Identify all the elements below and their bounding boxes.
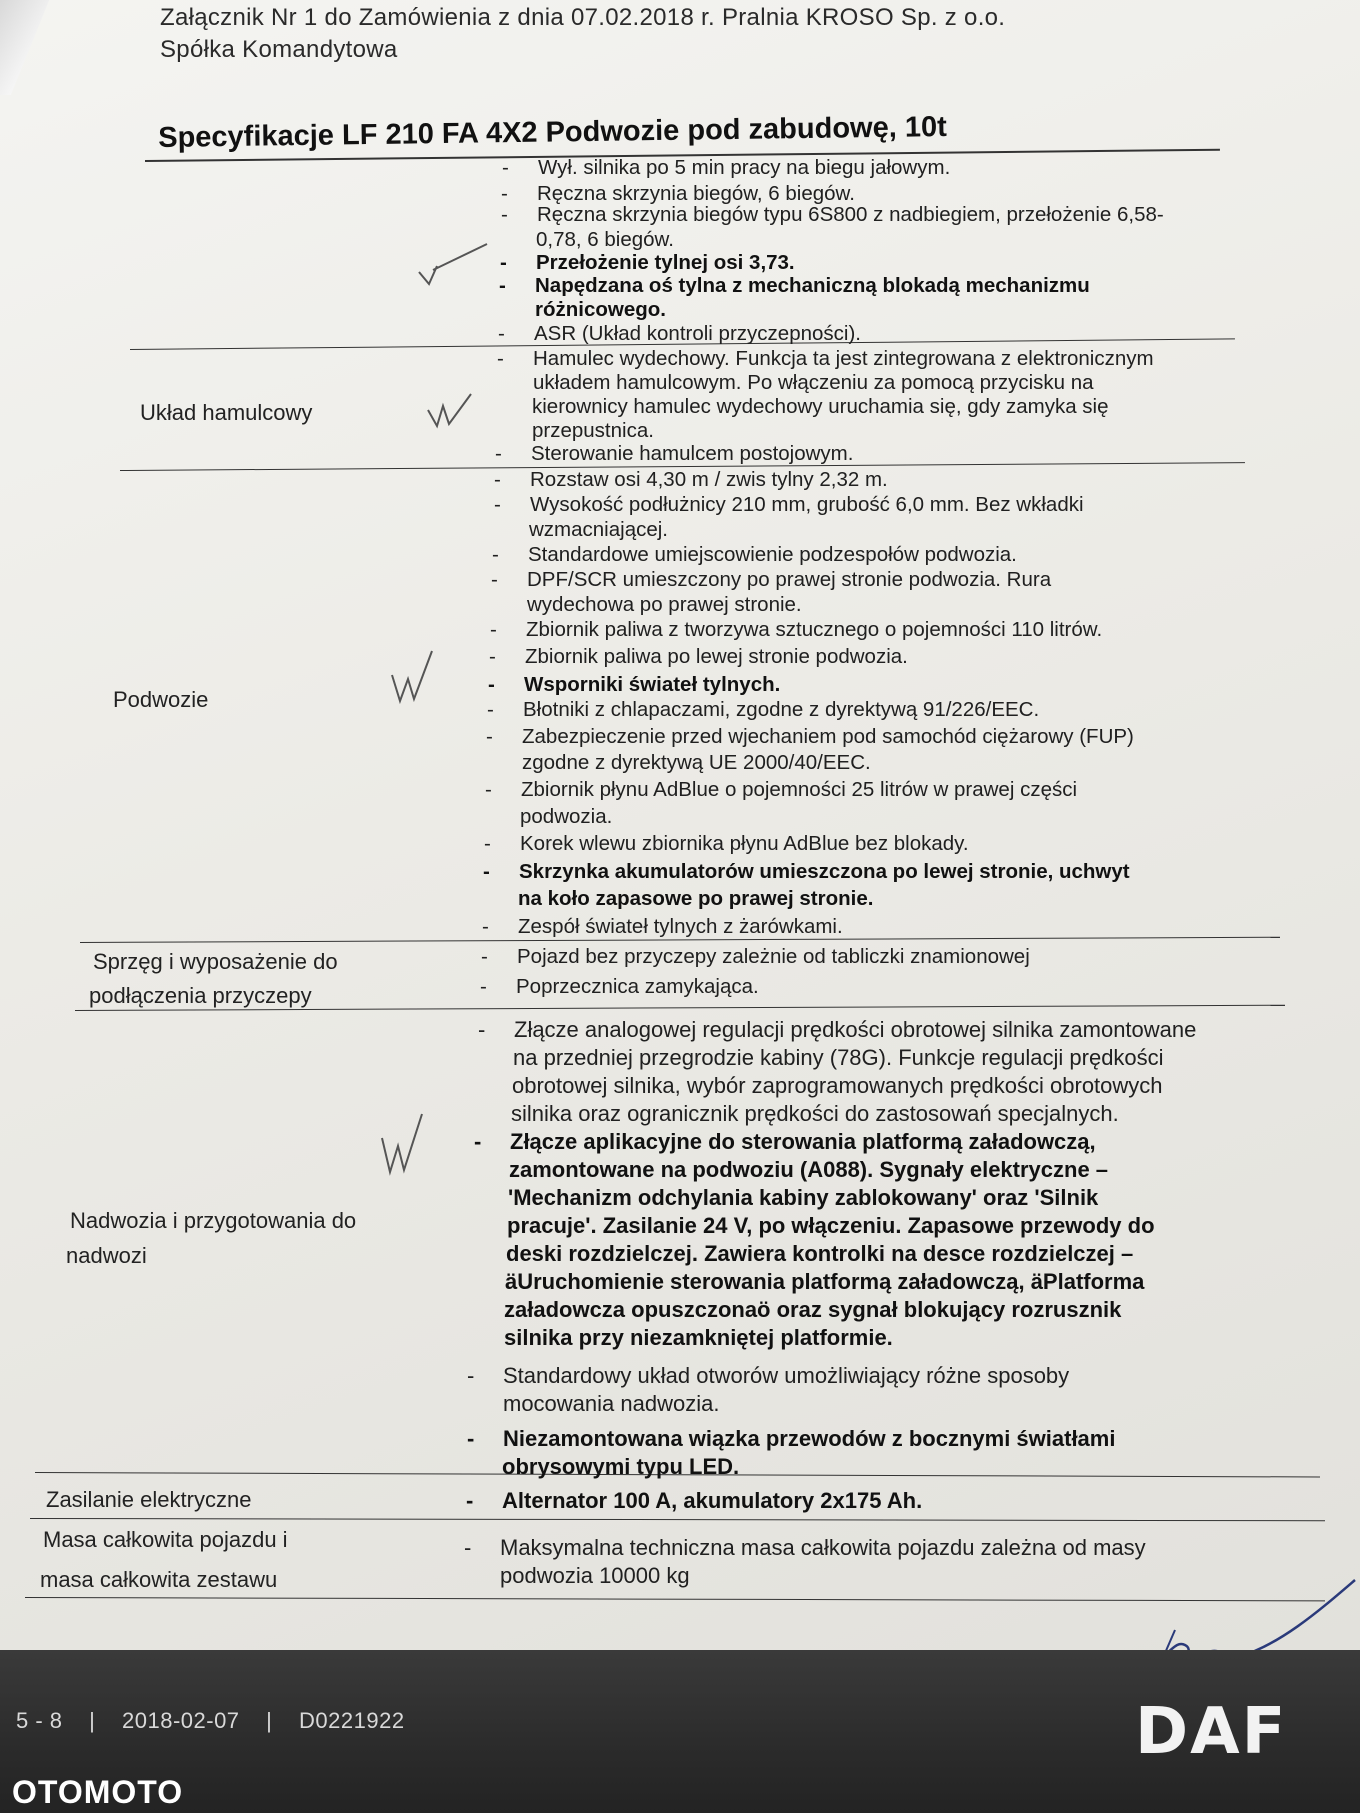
list-item: - Maksymalna techniczna masa całkowita pojazdu zależna od masy bbox=[464, 1535, 1146, 1560]
section-label-mass-2: masa całkowita zestawu bbox=[40, 1567, 278, 1592]
list-item: äUruchomienie sterowania platformą załadowczą, äPlatforma bbox=[505, 1269, 1145, 1294]
list-item: - DPF/SCR umieszczony po prawej stronie podwozia. Rura bbox=[491, 568, 1052, 591]
section-label-chassis: Podwozie bbox=[113, 687, 209, 712]
list-item: różnicowego. bbox=[535, 298, 666, 321]
list-item: - Zbiornik paliwa z tworzywa sztucznego o pojemności 110 litrów. bbox=[490, 618, 1103, 641]
footer-page-number: 5 - 8 bbox=[16, 1708, 63, 1733]
list-item: mocowania nadwozia. bbox=[503, 1391, 720, 1416]
handwritten-check-icon bbox=[415, 240, 490, 290]
list-item: - Wysokość podłużnicy 210 mm, grubość 6,0 mm. Bez wkładki bbox=[494, 493, 1084, 516]
list-item: - Błotniki z chlapaczami, zgodne z dyrektywą 91/226/EEC. bbox=[487, 698, 1040, 721]
section-label-trailer-1: Sprzęg i wyposażenie do bbox=[93, 949, 338, 974]
signature-icon bbox=[1140, 1560, 1360, 1650]
header-line-1: Załącznik Nr 1 do Zamówienia z dnia 07.02.2018 r. Pralnia KROSO Sp. z o.o. bbox=[160, 4, 1006, 31]
list-item: kierownicy hamulec wydechowy uruchamia się, gdy zamyka się bbox=[532, 395, 1109, 418]
divider-mass-top bbox=[30, 1518, 1325, 1521]
handwritten-check-icon bbox=[388, 645, 438, 705]
list-item: - Napędzana oś tylna z mechaniczną blokadą mechanizmu bbox=[499, 274, 1090, 297]
footer-date: 2018-02-07 bbox=[122, 1708, 240, 1733]
list-item: - Hamulec wydechowy. Funkcja ta jest zintegrowana z elektronicznym bbox=[497, 347, 1154, 370]
section-label-brakes: Układ hamulcowy bbox=[140, 400, 313, 425]
list-item: - Skrzynka akumulatorów umieszczona po lewej stronie, uchwyt bbox=[483, 860, 1130, 883]
list-item: - Alternator 100 A, akumulatory 2x175 Ah. bbox=[466, 1488, 923, 1513]
handwritten-check-icon bbox=[378, 1108, 428, 1178]
list-item: na koło zapasowe po prawej stronie. bbox=[518, 887, 874, 910]
list-item: 'Mechanizm odchylania kabiny zablokowany' oraz 'Silnik bbox=[508, 1185, 1099, 1210]
list-item: wzmacniającej. bbox=[529, 518, 668, 541]
list-item: 0,78, 6 biegów. bbox=[536, 228, 674, 251]
section-label-electric: Zasilanie elektryczne bbox=[46, 1487, 252, 1512]
footer-doc-number: D0221922 bbox=[299, 1708, 405, 1733]
list-item: - Wył. silnika po 5 min pracy na biegu jałowym. bbox=[502, 156, 951, 179]
footer-separator: | bbox=[89, 1708, 96, 1733]
section-label-mass-1: Masa całkowita pojazdu i bbox=[43, 1527, 288, 1552]
list-item: silnika przy niezamkniętej platformie. bbox=[504, 1325, 893, 1350]
list-item: zamontowane na podwoziu (A088). Sygnały elektryczne – bbox=[509, 1157, 1109, 1182]
list-item: na przedniej przegrodzie kabiny (78G). Funkcje regulacji prędkości bbox=[513, 1045, 1164, 1070]
list-item: przepustnica. bbox=[532, 419, 654, 442]
list-item: - Zbiornik płynu AdBlue o pojemności 25 litrów w prawej części bbox=[485, 778, 1078, 801]
header-line-2: Spółka Komandytowa bbox=[160, 36, 398, 63]
list-item: układem hamulcowym. Po włączeniu za pomocą przycisku na bbox=[533, 371, 1094, 394]
list-item: podwozia 10000 kg bbox=[500, 1563, 690, 1588]
list-item: - Poprzecznica zamykająca. bbox=[480, 975, 759, 998]
section-label-body-1: Nadwozia i przygotowania do bbox=[70, 1208, 357, 1233]
list-item: - Standardowe umiejscowienie podzespołów podwozia. bbox=[492, 543, 1017, 566]
handwritten-check-icon bbox=[425, 388, 475, 433]
list-item: - Pojazd bez przyczepy zależnie od tabliczki znamionowej bbox=[481, 945, 1030, 968]
list-item: wydechowa po prawej stronie. bbox=[527, 593, 802, 616]
list-item: - ASR (Układ kontroli przyczepności). bbox=[498, 322, 861, 345]
list-item: - Złącze aplikacyjne do sterowania platformą załadowczą, bbox=[474, 1129, 1096, 1154]
list-item: - Korek wlewu zbiornika płynu AdBlue bez blokady. bbox=[484, 832, 969, 855]
page-edge-shadow bbox=[0, 0, 49, 95]
list-item: zgodne z dyrektywą UE 2000/40/EEC. bbox=[522, 751, 871, 774]
footer-info bbox=[16, 1708, 415, 1734]
page-footer bbox=[0, 1650, 1360, 1813]
list-item: - Zespół świateł tylnych z żarówkami. bbox=[482, 915, 843, 938]
section-label-trailer-2: podłączenia przyczepy bbox=[89, 983, 312, 1008]
list-item: deski rozdzielczej. Zawiera kontrolki na desce rozdzielczej – bbox=[506, 1241, 1134, 1266]
divider-mass-bottom bbox=[25, 1597, 1325, 1601]
list-item: pracuje'. Zasilanie 24 V, po włączeniu. Zapasowe przewody do bbox=[507, 1213, 1155, 1238]
list-item: - Rozstaw osi 4,30 m / zwis tylny 2,32 m. bbox=[494, 468, 888, 491]
otomoto-watermark: OTOMOTO bbox=[12, 1774, 184, 1810]
list-item: - Zabezpieczenie przed wjechaniem pod samochód ciężarowy (FUP) bbox=[486, 725, 1134, 748]
list-item: podwozia. bbox=[520, 805, 613, 828]
list-item: - Standardowy układ otworów umożliwiający różne sposoby bbox=[467, 1363, 1070, 1388]
list-item: silnika oraz ogranicznik prędkości do zastosowań specjalnych. bbox=[511, 1101, 1119, 1126]
section-label-body-2: nadwozi bbox=[66, 1243, 147, 1268]
list-item: - Ręczna skrzynia biegów typu 6S800 z nadbiegiem, przełożenie 6,58- bbox=[501, 203, 1164, 226]
list-item: - Zbiornik paliwa po lewej stronie podwozia. bbox=[489, 645, 908, 668]
list-item: - Złącze analogowej regulacji prędkości obrotowej silnika zamontowane bbox=[478, 1017, 1197, 1042]
list-item: obrotowej silnika, wybór zaprogramowanych prędkości obrotowych bbox=[512, 1073, 1163, 1098]
list-item: - Niezamontowana wiązka przewodów z bocznymi światłami bbox=[467, 1426, 1116, 1451]
list-item: - Wsporniki świateł tylnych. bbox=[488, 673, 781, 696]
list-item: - Przełożenie tylnej osi 3,73. bbox=[500, 251, 795, 274]
list-item: załadowcza opuszczonaö oraz sygnał blokujący rozrusznik bbox=[504, 1297, 1122, 1322]
page-title: Specyfikacje LF 210 FA 4X2 Podwozie pod zabudowę, 10t bbox=[158, 110, 947, 154]
daf-logo: DAF bbox=[1135, 1695, 1288, 1769]
list-item: obrysowymi typu LED. bbox=[502, 1454, 740, 1479]
footer-separator: | bbox=[266, 1708, 273, 1733]
list-item: - Ręczna skrzynia biegów, 6 biegów. bbox=[501, 182, 855, 205]
list-item: - Sterowanie hamulcem postojowym. bbox=[495, 442, 854, 465]
